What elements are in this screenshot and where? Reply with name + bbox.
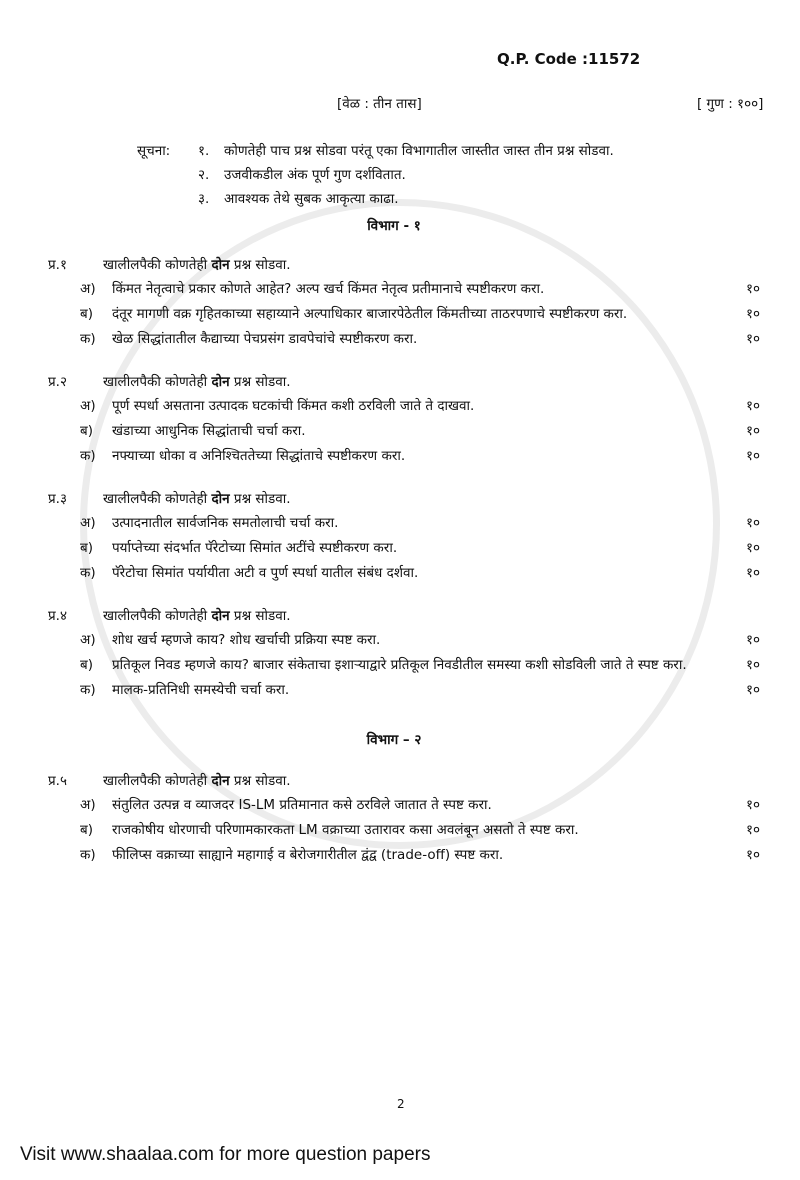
instruction-num: ३. — [198, 191, 210, 207]
marks: १० — [745, 847, 760, 863]
sub-question-continuation: करा. — [662, 657, 687, 673]
question-number: प्र.१ — [48, 257, 67, 273]
sub-question: क) पॅरेटोचा सिमांत पर्यायीता अटी व पुर्ण स्पर्धा यातील संबंध दर्शवा. १० — [48, 561, 760, 586]
sub-question: ब) खंडाच्या आधुनिक सिद्धांताची चर्चा करा. १० — [48, 419, 760, 444]
instruction-text: उजवीकडील अंक पूर्ण गुण दर्शवितात. — [224, 167, 406, 183]
marks: १० — [745, 515, 760, 531]
marks: १० — [745, 398, 760, 414]
question-3 — [48, 487, 760, 586]
sub-question: अ) किंमत नेतृत्वाचे प्रकार कोणते आहेत? अल्प खर्च किंमत नेतृत्व प्रतीमानाचे स्पष्टीकरण करा. १० — [48, 277, 760, 302]
question-2 — [48, 370, 760, 469]
question-1 — [48, 253, 760, 352]
instruction-text: कोणतेही पाच प्रश्न सोडवा परंतू एका विभागातील जास्तीत जास्त तीन प्रश्न सोडवा. — [224, 143, 614, 159]
sub-question: अ) शोध खर्च म्हणजे काय? शोध खर्चाची प्रक्रिया स्पष्ट करा. १० — [48, 628, 760, 653]
marks: १० — [745, 306, 760, 322]
question-heading: खालीलपैकी कोणतेही दोन प्रश्न सोडवा. — [103, 608, 291, 624]
total-marks: [ गुण : १००] — [697, 96, 764, 112]
question-5 — [48, 769, 760, 868]
question-number: प्र.३ — [48, 491, 67, 507]
instruction-text: आवश्यक तेथे सुबक आकृत्या काढा. — [224, 191, 399, 207]
sub-question: क) मालक-प्रतिनिधी समस्येची चर्चा करा. १० — [48, 678, 760, 703]
exam-meta — [48, 94, 764, 114]
question-number: प्र.४ — [48, 608, 67, 624]
instruction-num: २. — [198, 167, 210, 183]
marks: १० — [745, 822, 760, 838]
qp-code: Q.P. Code :11572 — [497, 50, 641, 68]
marks: १० — [745, 682, 760, 698]
marks: १० — [745, 281, 760, 297]
marks: १० — [745, 331, 760, 347]
sub-question: ब) प्रतिकूल निवड म्हणजे काय? बाजार संकेताचा इशाऱ्याद्वारे प्रतिकूल निवडीतील समस्या कशी सोडविली जाते ते स्पष्ट करा. १० — [48, 653, 760, 678]
sub-question: अ) संतुलित उत्पन्न व व्याजदर IS-LM प्रतिमानात कसे ठरविले जातात ते स्पष्ट करा. १० — [48, 793, 760, 818]
sub-question: क) खेळ सिद्धांतातील कैद्याच्या पेचप्रसंग डावपेचांचे स्पष्टीकरण करा. १० — [48, 327, 760, 352]
sub-question: अ) उत्पादनातील सार्वजनिक समतोलाची चर्चा करा. १० — [48, 511, 760, 536]
question-heading: खालीलपैकी कोणतेही दोन प्रश्न सोडवा. — [103, 257, 291, 273]
instructions — [48, 139, 712, 211]
question-number: प्र.२ — [48, 374, 67, 390]
question-heading: खालीलपैकी कोणतेही दोन प्रश्न सोडवा. — [103, 374, 291, 390]
sub-question: क) नफ्याच्या धोका व अनिश्चिततेच्या सिद्धांताचे स्पष्टीकरण करा. १० — [48, 444, 760, 469]
footer-link[interactable]: Visit www.shaalaa.com for more question papers — [20, 1144, 431, 1165]
marks: १० — [745, 565, 760, 581]
section-title: विभाग - १ — [367, 218, 421, 234]
marks: १० — [745, 423, 760, 439]
marks: १० — [745, 632, 760, 648]
exam-duration: [वेळ : तीन तास] — [337, 96, 422, 112]
question-heading: खालीलपैकी कोणतेही दोन प्रश्न सोडवा. — [103, 773, 291, 789]
sub-question: ब) राजकोषीय धोरणाची परिणामकारकता LM वक्राच्या उतारावर कसा अवलंबून असतो ते स्पष्ट करा. १० — [48, 818, 760, 843]
sub-question: अ) पूर्ण स्पर्धा असताना उत्पादक घटकांची किंमत कशी ठरविली जाते ते दाखवा. १० — [48, 394, 760, 419]
question-number: प्र.५ — [48, 773, 67, 789]
question-heading: खालीलपैकी कोणतेही दोन प्रश्न सोडवा. — [103, 491, 291, 507]
sub-question: ब) पर्याप्तेच्या संदर्भात पॅरेटोच्या सिमांत अटींचे स्पष्टीकरण करा. १० — [48, 536, 760, 561]
page-number: 2 — [397, 1097, 405, 1111]
sub-question: ब) दंतूर मागणी वक्र गृहितकाच्या सहाय्याने अल्पाधिकार बाजारपेठेतील किंमतीच्या ताठरपणाचे स्पष्टीकरण करा. १० — [48, 302, 760, 327]
marks: १० — [745, 657, 760, 673]
marks: १० — [745, 797, 760, 813]
question-4 — [48, 604, 760, 703]
marks: १० — [745, 540, 760, 556]
marks: १० — [745, 448, 760, 464]
question-paper — [0, 49, 800, 868]
sub-question: क) फीलिप्स वक्राच्या साह्याने महागाई व बेरोजगारीतील द्वंद्व (trade-off) स्पष्ट करा. १० — [48, 843, 760, 868]
section-title: विभाग – २ — [366, 732, 422, 748]
instructions-label: सूचना: — [137, 143, 171, 159]
instruction-num: १. — [198, 143, 210, 159]
